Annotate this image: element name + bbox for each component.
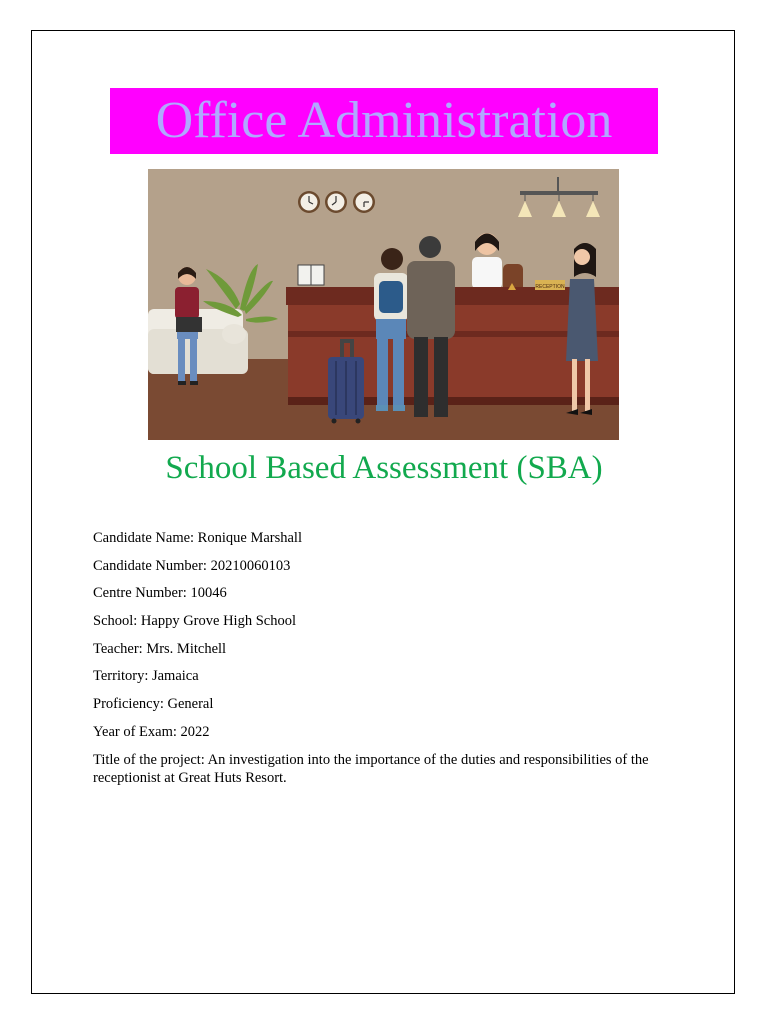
centre-number: Centre Number: 10046 (93, 585, 227, 602)
wall-clocks-icon (298, 191, 375, 213)
teacher: Teacher: Mrs. Mitchell (93, 640, 227, 657)
document-subtitle: School Based Assessment (SBA) (165, 450, 603, 486)
proficiency: Proficiency: General (93, 696, 214, 713)
title-banner (110, 88, 658, 154)
candidate-number: Candidate Number: 20210060103 (93, 557, 291, 574)
reception-sign: RECEPTION (535, 284, 565, 290)
reception-desk-illustration (148, 169, 619, 440)
receptionist-icon (472, 233, 502, 289)
territory: Territory: Jamaica (93, 668, 199, 685)
page-title: Office Administration (155, 92, 613, 149)
year-of-exam: Year of Exam: 2022 (93, 723, 210, 740)
candidate-details (93, 529, 673, 796)
school: School: Happy Grove High School (93, 613, 296, 630)
candidate-name: Candidate Name: Ronique Marshall (93, 530, 302, 546)
project-title: Title of the project: An investigation into the importance of the duties and responsibilities of the receptionist at Great Huts Resort. (93, 751, 649, 786)
